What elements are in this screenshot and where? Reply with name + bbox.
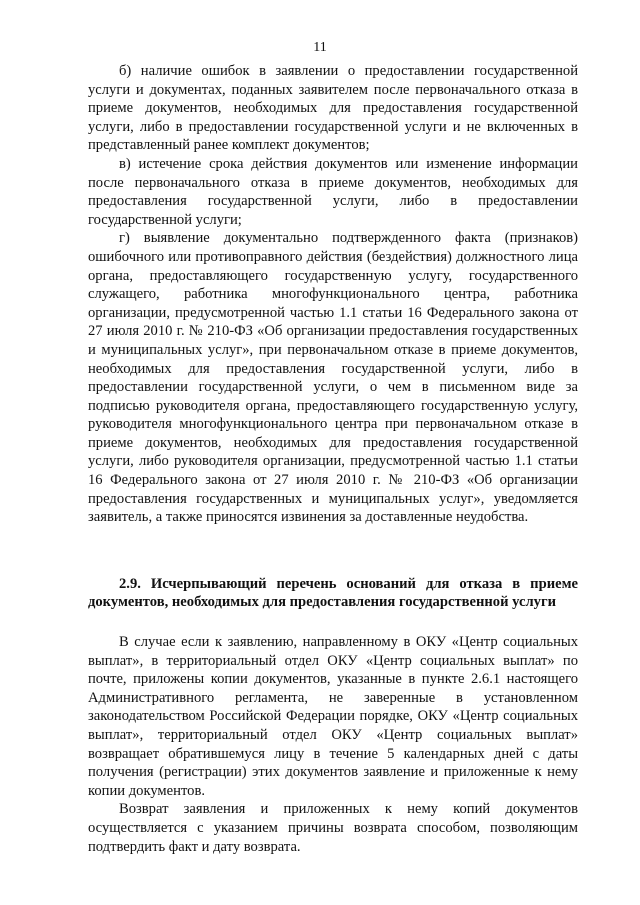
paragraph-return-method: Возврат заявления и приложенных к нему копий документов осуществляется с указанием причины возврата способом, позволяющим подтвердить факт и дату возврата. bbox=[88, 801, 578, 855]
paragraph-v: в) истечение срока действия документов или изменение информации после первоначального отказа в приеме документов, необходимых для предоставления государственной услуги, либо в предоставлении государственной услуги; bbox=[88, 155, 578, 228]
document-body bbox=[88, 62, 578, 856]
page-number: 11 bbox=[313, 40, 327, 55]
paragraph-g: г) выявление документально подтвержденного факта (признаков) ошибочного или противоправного действия (бездействия) должностного лица органа, предоставляющего государственную услугу, государственного служащего, работника многофункционального центра, работника организации, предусмотренной частью 1.1 статьи 16 Федерального закона от 27 июля 2010 г. № 210-ФЗ «Об организации предоставления государственных и муниципальных услуг», при первоначальном отказе в приеме документов, необходимых для предоставления государственной услуги, либо в предоставлении государственной услуги, о чем в письменном виде за подписью руководителя органа, предоставляющего государственную услугу, руководителя многофункционального центра при первоначальном отказе в приеме документов, необходимых для предоставления государственной услуги, либо руководителя организации, предусмотренной частью 1.1 статьи 16 Федерального закона от 27 июля 2010 г. № 210-ФЗ «Об организации предоставления государственных и муниципальных услуг», уведомляется заявитель, а также приносятся извинения за доставленные неудобства. bbox=[88, 230, 578, 526]
section-heading: 2.9. Исчерпывающий перечень оснований для отказа в приеме документов, необходимых для предоставления государственной услуги bbox=[88, 575, 578, 611]
paragraph-b: б) наличие ошибок в заявлении о предоставлении государственной услуги и документах, поданных заявителем после первоначального отказа в приеме документов, необходимых для предоставления государственной услуги, либо в предоставлении государственной услуги и не включенных в представленный ранее комплект документов; bbox=[88, 63, 578, 154]
paragraph-return-documents: В случае если к заявлению, направленному в ОКУ «Центр социальных выплат», в территориальный отдел ОКУ «Центр социальных выплат» по почте, приложены копии документов, указанные в пункте 2.6.1 настоящего Административного регламента, не заверенные в установленном законодательством Российской Федерации порядке, ОКУ «Центр социальных выплат», территориальный отдел ОКУ «Центр социальных выплат» возвращает обратившемуся лицу в течение 5 календарных дней с даты получения (регистрации) этих документов заявление и приложенные к нему копии документов. bbox=[88, 634, 578, 799]
